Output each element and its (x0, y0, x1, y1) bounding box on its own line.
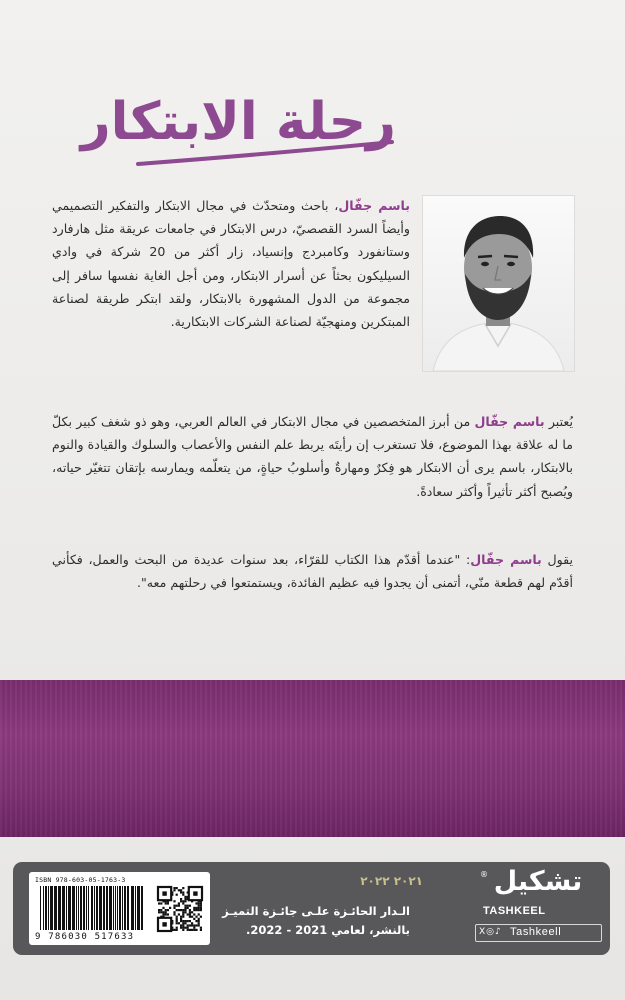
isbn-label: ISBN 978-603-05-1763-3 (35, 876, 126, 884)
author-expertise-paragraph (52, 410, 573, 503)
qr-code-icon (155, 879, 205, 939)
publisher-bar (13, 862, 610, 955)
quote-lead: يقول (541, 552, 573, 567)
barcode-icon (36, 886, 148, 932)
expertise-lead: يُعتبر (544, 414, 573, 429)
publisher-logo-english: TASHKEEL (483, 905, 546, 917)
author-name-highlight: باسم جفّال (470, 552, 542, 567)
isbn-barcode-digits: 9 786030 517633 (35, 932, 135, 942)
isbn-block (29, 872, 210, 945)
publisher-logo-arabic: تشكيل (493, 866, 583, 897)
book-title (80, 92, 410, 172)
bio-text: ، باحث ومتحدّث في مجال الابتكار والتفكير التصميمي وأيضاً السرد القصصيّ، درس الابتكار في جامعات عريقة مثل هارفارد وستانفورد وكامبردج وإنسياد، زار أكثر من 20 شركة في وادي السيليكون بحثاً عن أسرار الابتكار، ومن أجل الغاية نفسها سافر إلى مجموعة من الدول المشهورة بالابتكار، ولقد ابتكر طريقة لصناعة المبتكرين ومنهجيّة لصناعة الشركات الابتكارية. (52, 198, 410, 330)
registered-mark: ® (480, 870, 488, 879)
award-line-2: بالنشر، لعامي 2021 - 2022. (246, 923, 410, 937)
award-years-digits: ٢٠٢١ ٢٠٢٢ (360, 874, 423, 888)
social-handle: Tashkeell (510, 926, 562, 938)
purple-fabric-band (0, 680, 625, 837)
author-portrait-icon (423, 196, 574, 371)
book-title-text: رحلة الابتكار (80, 92, 396, 152)
author-photo (422, 195, 575, 372)
quote-text: : "عندما أقدّم هذا الكتاب للقرّاء، بعد سنوات عديدة من البحث والعمل، فكأني أقدّم لهم قطعة منّي، أتمنى أن يجدوا فيه عظيم الفائدة، ويستمتعوا في رحلتهم معه". (52, 552, 573, 591)
author-quote-paragraph (52, 548, 573, 594)
author-name-highlight: باسم جفّال (474, 414, 545, 429)
author-name-highlight: باسم جفّال (338, 198, 410, 213)
social-icons: X◎♪ (479, 927, 502, 937)
award-line-1: الـدار الحائـزة علـى جائـزة التميـز (222, 904, 410, 918)
author-bio-paragraph (52, 194, 410, 333)
social-handle-box (475, 924, 602, 942)
expertise-text: من أبرز المتخصصين في مجال الابتكار في العالم العربي، وهو ذو شغف كبير بكلّ ما له علاقة بهذا الموضوع، فلا تستغرب إن رأيتَه يربط علم النفس والأعصاب والسلوك والقيادة والنوم بالابتكار، باسم يرى أن الابتكار هو فِكرٌ ومهارةٌ وأسلوبُ حياةٍ، من يتعلّمه ويمارسه بإتقان تتغيّر حياته، ويُصبح أكثر تأثيراً وأكثر سعادةً. (52, 414, 573, 499)
